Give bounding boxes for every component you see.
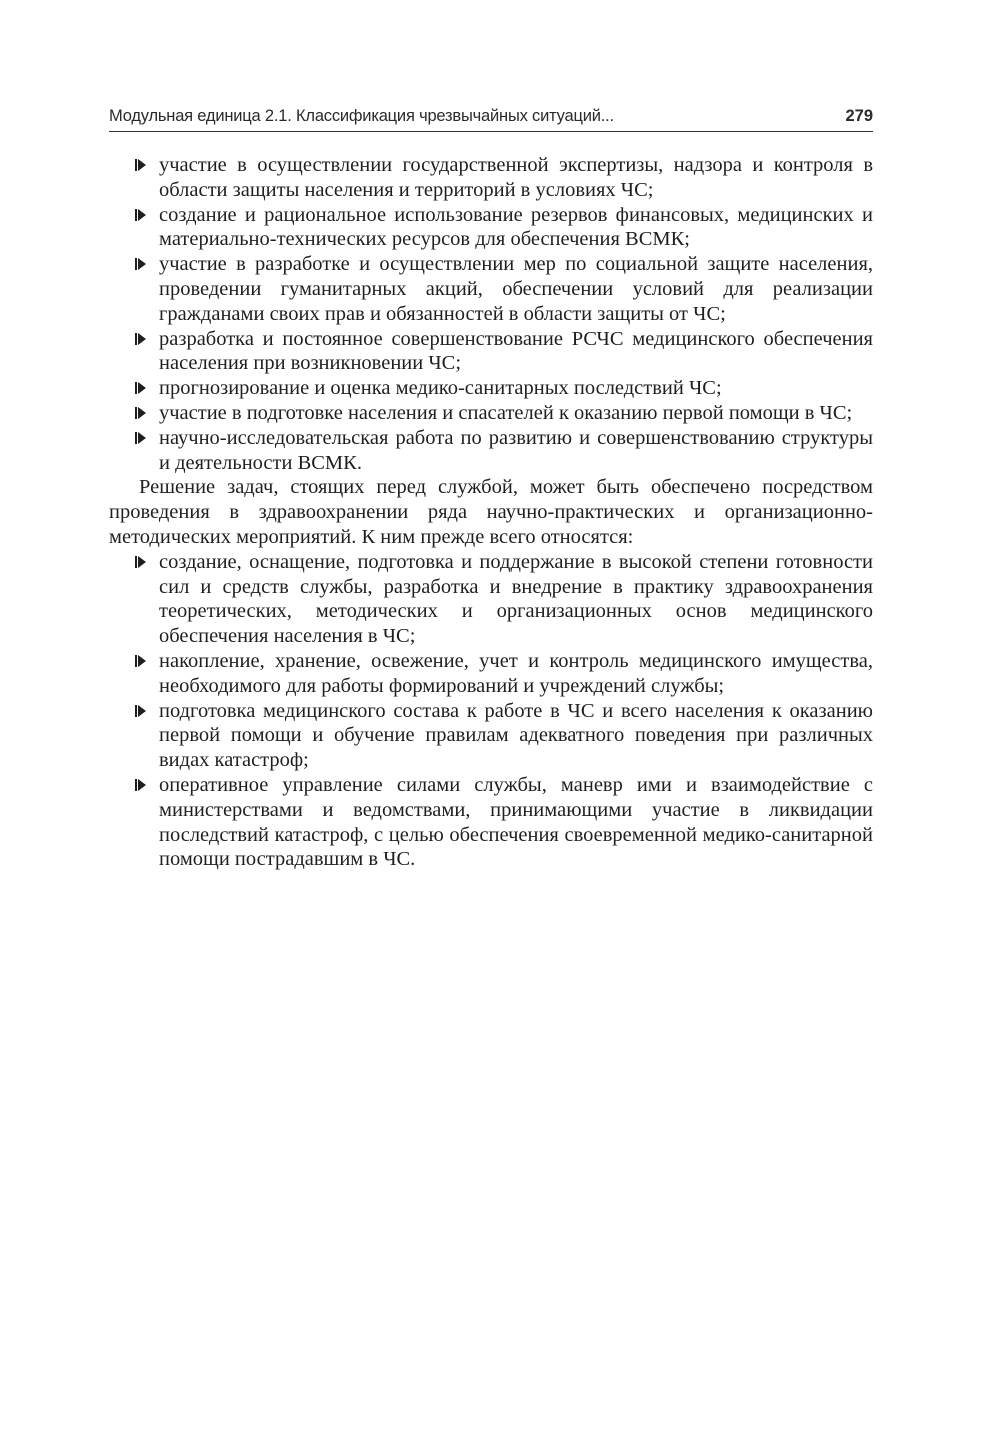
body-paragraph: Решение задач, стоящих перед службой, может быть обеспечено посредством проведения в здравоохранении ряда научно-практических и организационно-методических мероприятий. К ним прежде всего относятся: (109, 476, 873, 548)
list-item (159, 649, 873, 699)
list-item-text: участие в подготовке населения и спасателей к оказанию первой помощи в ЧС; (159, 401, 853, 424)
running-head (109, 105, 873, 132)
list-item (159, 550, 873, 649)
list-item-text: накопление, хранение, освежение, учет и контроль медицинского имущества, необходимого для работы формирований и учреждений службы; (159, 649, 873, 697)
bullet-arrow-icon (138, 556, 146, 568)
bullet-arrow-icon (138, 333, 146, 345)
bullet-arrow-icon (138, 209, 146, 221)
list-item (159, 401, 873, 426)
list-item (159, 426, 873, 476)
list-item-text: прогнозирование и оценка медико-санитарных последствий ЧС; (159, 377, 722, 400)
bullet-arrow-icon (138, 779, 146, 791)
bullet-arrow-icon (138, 159, 146, 171)
list-item-text: разработка и постоянное совершенствование РСЧС медицинского обеспечения населения при возникновении ЧС; (159, 327, 873, 375)
bullet-arrow-icon (138, 655, 146, 667)
list-item-text: участие в осуществлении государственной экспертизы, надзора и контроля в области защиты населения и территорий в условиях ЧС; (159, 154, 873, 201)
running-title: Модульная единица 2.1. Классификация чрезвычайных ситуаций... (109, 107, 614, 125)
list-item-text: участие в разработке и осуществлении мер по социальной защите населения, проведении гуманитарных акций, обеспечении условий для реализации гражданами своих прав и обязанностей в области защиты от ЧС; (159, 253, 873, 325)
page-number: 279 (845, 107, 873, 125)
list-item (159, 327, 873, 377)
list-item (159, 203, 873, 253)
list-item-text: создание, оснащение, подготовка и поддержание в высокой степени готовности сил и средств службы, разработка и внедрение в практику здравоохранения теоретических, методических и организационных основ медицинского обеспечения населения в ЧС; (159, 550, 873, 648)
body-text (109, 153, 873, 872)
measures-list (109, 550, 873, 872)
list-item-text: оперативное управление силами службы, маневр ими и взаимодействие с министерствами и ведомствами, принимающими участие в ликвидации последствий катастроф, с целью обеспечения своевременной медико-санитарной помощи пострадавшим в ЧС. (159, 773, 873, 871)
bullet-arrow-icon (138, 258, 146, 270)
bullet-arrow-icon (138, 432, 146, 444)
list-item (159, 699, 873, 773)
bullet-arrow-icon (138, 382, 146, 394)
list-item-text: подготовка медицинского состава к работе в ЧС и всего населения к оказанию первой помощи и обучение правилам адекватного поведения при различных видах катастроф; (159, 699, 873, 772)
list-item-text: научно-исследовательская работа по развитию и совершенствованию структуры и деятельности ВСМК. (159, 426, 873, 474)
list-item (159, 376, 873, 401)
list-item-text: создание и рациональное использование резервов финансовых, медицинских и материально-технических ресурсов для обеспечения ВСМК; (159, 203, 873, 251)
service-tasks-list (109, 153, 873, 475)
list-item (159, 252, 873, 326)
list-item (159, 153, 873, 203)
bullet-arrow-icon (138, 705, 146, 717)
bullet-arrow-icon (138, 407, 146, 419)
list-item (159, 773, 873, 872)
